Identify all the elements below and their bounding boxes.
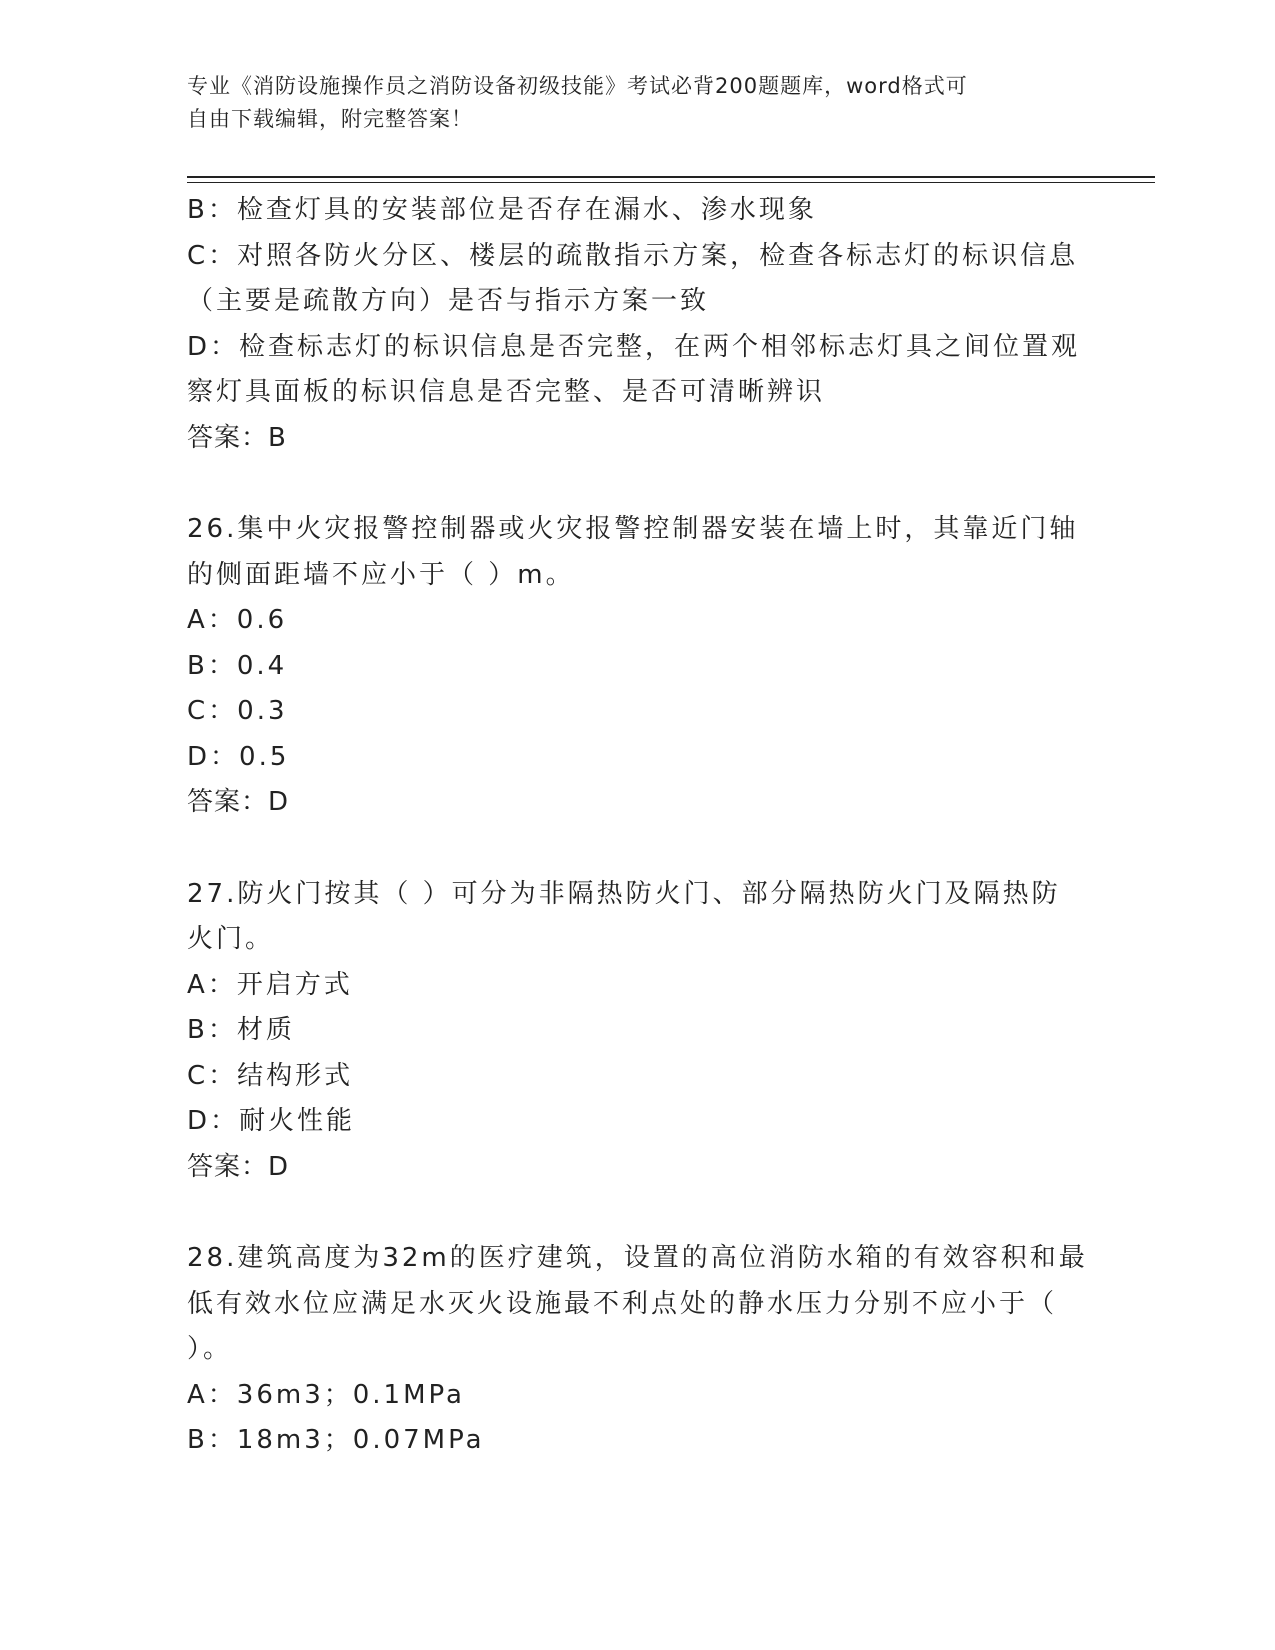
option-c: C：对照各防火分区、楼层的疏散指示方案，检查各标志灯的标识信息 <box>187 240 1079 271</box>
question-27 <box>187 872 1087 1191</box>
question-stem-continued: 火门。 <box>187 924 275 954</box>
option-c-continued: （主要是疏散方向）是否与指示方案一致 <box>187 286 710 316</box>
question-list <box>187 188 1087 1464</box>
header-title-line-1: 专业《消防设施操作员之消防设备初级技能》考试必背200题题库，word格式可 <box>187 74 968 98</box>
question-28 <box>187 1236 1087 1464</box>
question-stem: 28.建筑高度为32m的医疗建筑，设置的高位消防水箱的有效容积和最 <box>187 1243 1088 1273</box>
option-d: D：检查标志灯的标识信息是否完整，在两个相邻标志灯具之间位置观 <box>187 331 1081 362</box>
spacer <box>187 461 1087 507</box>
spacer <box>187 826 1087 872</box>
option-c: C：结构形式 <box>187 1060 354 1091</box>
option-a: A：开启方式 <box>187 969 353 1000</box>
answer-line: 答案：D <box>187 787 290 817</box>
header-divider-thin <box>187 182 1155 183</box>
header-title-line-2: 自由下载编辑，附完整答案！ <box>187 107 473 131</box>
option-b: B：0.4 <box>187 650 288 681</box>
option-d: D：耐火性能 <box>187 1106 356 1136</box>
question-25-tail <box>187 188 1087 461</box>
question-stem: 27.防火门按其（ ）可分为非隔热防火门、部分隔热防火门及隔热防 <box>187 878 1061 909</box>
question-stem-continued: ）。 <box>187 1334 233 1364</box>
document-header <box>187 70 1087 136</box>
option-d: D：0.5 <box>187 741 290 772</box>
spacer <box>187 1190 1087 1236</box>
header-divider-thick <box>187 176 1155 178</box>
option-b: B：材质 <box>187 1015 295 1045</box>
option-b: B：检查灯具的安装部位是否存在漏水、渗水现象 <box>187 195 817 225</box>
answer-line: 答案：B <box>187 422 287 453</box>
question-stem-continued: 的侧面距墙不应小于（ ）m。 <box>187 559 575 590</box>
option-a: A：0.6 <box>187 605 288 635</box>
answer-line: 答案：D <box>187 1151 290 1182</box>
question-stem: 26.集中火灾报警控制器或火灾报警控制器安装在墙上时，其靠近门轴 <box>187 514 1079 544</box>
question-stem-continued: 低有效水位应满足水灭火设施最不利点处的静水压力分别不应小于（ <box>187 1288 1058 1319</box>
option-b: B：18m3；0.07MPa <box>187 1425 485 1455</box>
option-d-continued: 察灯具面板的标识信息是否完整、是否可清晰辨识 <box>187 377 826 407</box>
option-c: C：0.3 <box>187 696 288 726</box>
option-a: A：36m3；0.1MPa <box>187 1379 465 1410</box>
question-26 <box>187 507 1087 826</box>
